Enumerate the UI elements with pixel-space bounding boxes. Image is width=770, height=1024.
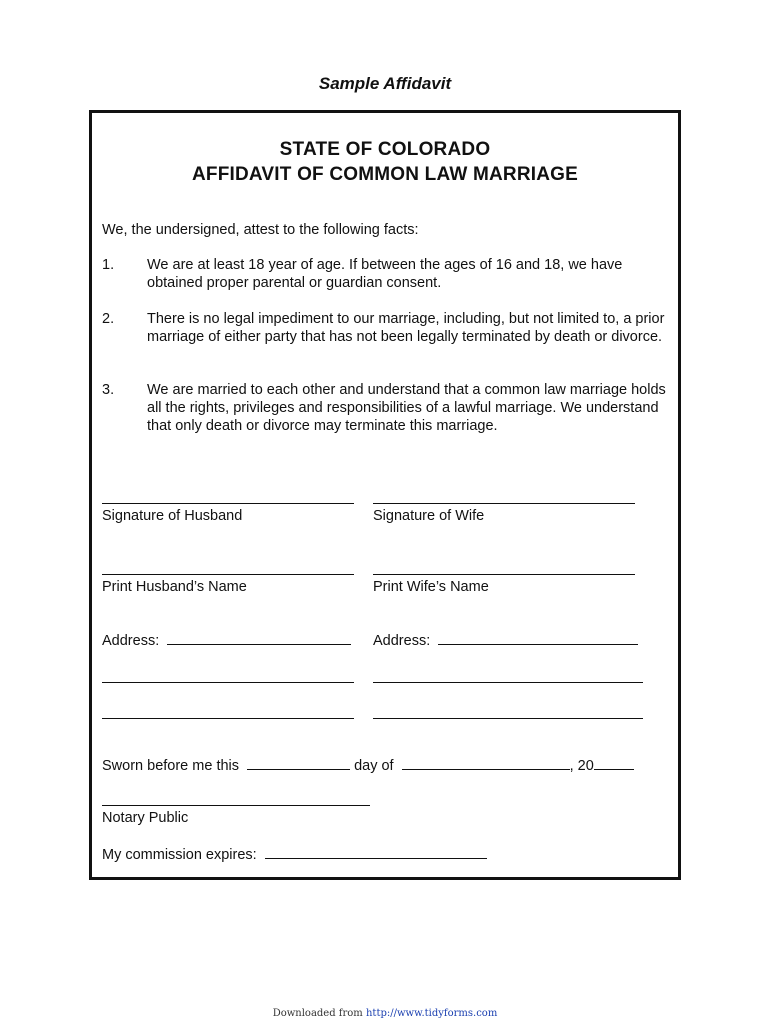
- husband-address-row: [102, 631, 351, 650]
- year-prefix: , 20: [569, 758, 594, 774]
- commission-row: [102, 845, 487, 864]
- sworn-year-field[interactable]: [594, 756, 634, 770]
- wife-signature-label: Signature of Wife: [373, 508, 485, 524]
- fact-text: We are at least 18 year of age. If between the ages of 16 and 18, we have obtained proper parental or guardian consent.: [147, 257, 623, 291]
- husband-signature-line[interactable]: [102, 503, 354, 504]
- husband-address-line-3[interactable]: [102, 718, 354, 719]
- intro-text: We, the undersigned, attest to the following facts:: [102, 222, 419, 238]
- commission-expiry-field[interactable]: [265, 845, 487, 859]
- wife-address-line-2[interactable]: [373, 682, 643, 683]
- sworn-prefix: Sworn before me this: [102, 758, 240, 774]
- husband-signature-label: Signature of Husband: [102, 508, 243, 524]
- address-label: Address:: [373, 633, 431, 649]
- husband-name-label: Print Husband’s Name: [102, 579, 247, 595]
- wife-signature-line[interactable]: [373, 503, 635, 504]
- notary-signature-line[interactable]: [102, 805, 370, 806]
- address-label: Address:: [102, 633, 160, 649]
- husband-name-line[interactable]: [102, 574, 354, 575]
- fact-number: 2.: [102, 311, 115, 327]
- wife-address-row: [373, 631, 638, 650]
- sworn-month-field[interactable]: [402, 756, 570, 770]
- husband-address-line-2[interactable]: [102, 682, 354, 683]
- fact-text: We are married to each other and understand that a common law marriage holds all the rights, privileges and responsibilities of a lawful marriage. We understand that only death or divorce may terminate this marriage.: [147, 382, 666, 434]
- sworn-day-field[interactable]: [247, 756, 350, 770]
- sworn-row: [102, 756, 634, 775]
- affidavit-form: [89, 110, 681, 880]
- fact-number: 1.: [102, 257, 115, 273]
- download-footer: [0, 1008, 770, 1019]
- notary-public-label: Notary Public: [102, 810, 189, 826]
- footer-prefix: Downloaded from: [272, 1008, 363, 1019]
- husband-address-field[interactable]: [167, 631, 351, 645]
- tidyforms-link[interactable]: http://www.tidyforms.com: [365, 1008, 498, 1019]
- fact-number: 3.: [102, 382, 115, 398]
- commission-label: My commission expires:: [102, 847, 257, 863]
- wife-address-line-3[interactable]: [373, 718, 643, 719]
- fact-text: There is no legal impediment to our marriage, including, but not limited to, a prior marriage of either party that has not been legally terminated by death or divorce.: [147, 311, 665, 345]
- wife-address-field[interactable]: [438, 631, 638, 645]
- form-title-affidavit: AFFIDAVIT OF COMMON LAW MARRIAGE: [191, 164, 578, 185]
- wife-name-line[interactable]: [373, 574, 635, 575]
- day-of-label: day of: [354, 758, 394, 774]
- wife-name-label: Print Wife’s Name: [373, 579, 489, 595]
- form-title-state: STATE OF COLORADO: [279, 139, 491, 160]
- document-caption: Sample Affidavit: [318, 74, 452, 93]
